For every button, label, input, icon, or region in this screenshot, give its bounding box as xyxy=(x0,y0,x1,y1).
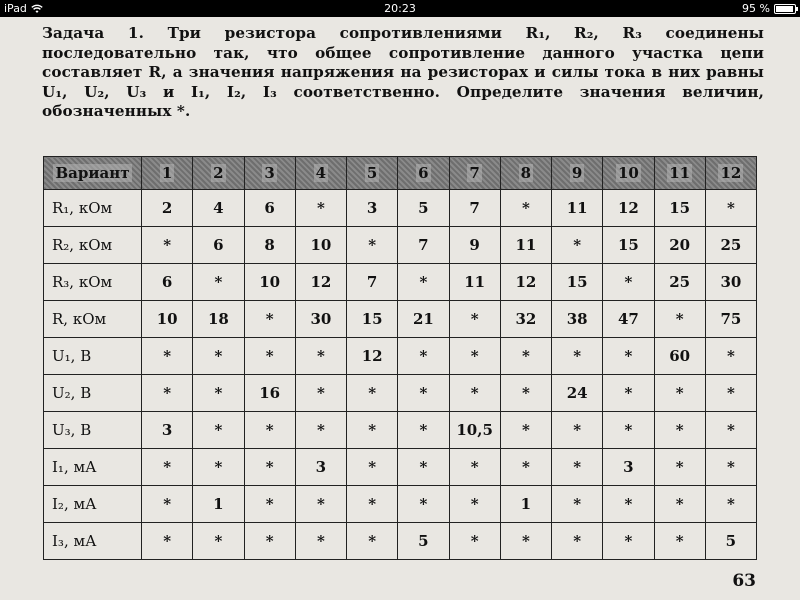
table-cell: 11 xyxy=(500,227,551,264)
table-cell: * xyxy=(142,227,193,264)
table-cell: * xyxy=(347,486,398,523)
table-cell: 24 xyxy=(552,375,603,412)
table-row xyxy=(44,486,757,523)
table-cell: 10 xyxy=(295,227,346,264)
table-cell: 1 xyxy=(193,486,244,523)
table-cell: * xyxy=(654,375,705,412)
table-cell: * xyxy=(449,338,500,375)
row-label: I₂, мА xyxy=(44,486,142,523)
table-cell: 38 xyxy=(552,301,603,338)
table-cell: * xyxy=(347,375,398,412)
table-cell: * xyxy=(244,412,295,449)
header-cell-label: 11 xyxy=(669,164,691,182)
table-cell: 16 xyxy=(244,375,295,412)
table-cell: * xyxy=(500,190,551,227)
header-cell-4 xyxy=(295,157,346,190)
table-cell: * xyxy=(500,338,551,375)
table-cell: 10 xyxy=(142,301,193,338)
table-cell: * xyxy=(654,412,705,449)
problem-statement xyxy=(42,24,764,122)
table-cell: 3 xyxy=(295,449,346,486)
table-cell: * xyxy=(449,486,500,523)
table-cell: * xyxy=(705,375,756,412)
table-cell: * xyxy=(705,449,756,486)
table-cell: * xyxy=(603,264,654,301)
header-cell-label: 10 xyxy=(617,164,639,182)
header-cell-label: 6 xyxy=(418,164,429,182)
table-cell: * xyxy=(295,338,346,375)
table-row xyxy=(44,338,757,375)
row-label: R, кОм xyxy=(44,301,142,338)
table-cell: * xyxy=(603,486,654,523)
table-cell: 3 xyxy=(347,190,398,227)
row-label: R₃, кОм xyxy=(44,264,142,301)
table-row xyxy=(44,523,757,560)
battery-percent: 95 % xyxy=(742,2,770,15)
table-cell: * xyxy=(193,523,244,560)
table-cell: 10,5 xyxy=(449,412,500,449)
header-cell-label: 1 xyxy=(161,164,173,182)
table-cell: 5 xyxy=(398,523,449,560)
header-cell-6 xyxy=(398,157,449,190)
table-cell: * xyxy=(347,523,398,560)
header-cell-9 xyxy=(552,157,603,190)
row-label: U₁, В xyxy=(44,338,142,375)
table-cell: 60 xyxy=(654,338,705,375)
header-cell-11 xyxy=(654,157,705,190)
header-cell-2 xyxy=(193,157,244,190)
table-cell: 25 xyxy=(654,264,705,301)
table-cell: * xyxy=(295,486,346,523)
table-cell: * xyxy=(398,375,449,412)
header-cell-1 xyxy=(142,157,193,190)
table-cell: * xyxy=(449,375,500,412)
row-label: I₁, мА xyxy=(44,449,142,486)
battery-fill xyxy=(776,6,793,12)
table-cell: 11 xyxy=(552,190,603,227)
header-cell-7 xyxy=(449,157,500,190)
table-cell: * xyxy=(603,412,654,449)
page-number: 63 xyxy=(732,571,756,591)
table-cell: 47 xyxy=(603,301,654,338)
table-cell: * xyxy=(449,523,500,560)
header-cell-10 xyxy=(603,157,654,190)
header-cell-label: 3 xyxy=(264,164,275,182)
table-cell: * xyxy=(295,190,346,227)
table-cell: * xyxy=(705,486,756,523)
table-cell: * xyxy=(398,412,449,449)
table-cell: 10 xyxy=(244,264,295,301)
table-cell: * xyxy=(603,375,654,412)
table-cell: * xyxy=(654,523,705,560)
clock: 20:23 xyxy=(384,2,416,15)
table-cell: 15 xyxy=(654,190,705,227)
header-cell-5 xyxy=(347,157,398,190)
table-row xyxy=(44,190,757,227)
row-label: R₂, кОм xyxy=(44,227,142,264)
header-cell-12 xyxy=(705,157,756,190)
table-cell: * xyxy=(244,301,295,338)
header-cell-8 xyxy=(500,157,551,190)
table-cell: * xyxy=(552,486,603,523)
header-cell-label: 4 xyxy=(315,164,327,182)
table-cell: 20 xyxy=(654,227,705,264)
table-cell: 32 xyxy=(500,301,551,338)
table-cell: * xyxy=(500,523,551,560)
row-label: R₁, кОм xyxy=(44,190,142,227)
table-cell: 4 xyxy=(193,190,244,227)
header-cell-label: 9 xyxy=(571,164,583,182)
table-row xyxy=(44,412,757,449)
table-cell: * xyxy=(500,375,551,412)
table-cell: * xyxy=(193,412,244,449)
table-cell: * xyxy=(193,449,244,486)
table-cell: 30 xyxy=(705,264,756,301)
table-cell: * xyxy=(295,523,346,560)
table-cell: 30 xyxy=(295,301,346,338)
table-cell: * xyxy=(347,412,398,449)
device-name: iPad xyxy=(4,2,27,15)
table-cell: 75 xyxy=(705,301,756,338)
table-cell: * xyxy=(193,338,244,375)
table-cell: * xyxy=(142,375,193,412)
table-cell: * xyxy=(193,375,244,412)
table-cell: * xyxy=(705,338,756,375)
table-cell: 5 xyxy=(705,523,756,560)
table-cell: * xyxy=(654,449,705,486)
table-cell: 1 xyxy=(500,486,551,523)
table-row xyxy=(44,264,757,301)
table-cell: * xyxy=(500,412,551,449)
table-cell: * xyxy=(449,301,500,338)
table-cell: * xyxy=(193,264,244,301)
header-cell-label: 12 xyxy=(720,164,742,182)
problem-text: Три резистора сопротивлениями R₁, R₂, R₃ соединены последовательно так, что общее сопротивление данного участка цепи составляет R, а значения напряжения на резисторах и силы тока в них равны U₁, U₂, U₃ и I₁, I₂, I₃ соответственно. Определите значения величин, обозначенных *. xyxy=(42,24,764,120)
table-cell: * xyxy=(347,449,398,486)
table-cell: 12 xyxy=(500,264,551,301)
table-cell: * xyxy=(552,449,603,486)
table-cell: * xyxy=(295,375,346,412)
table-cell: 7 xyxy=(347,264,398,301)
table-cell: * xyxy=(552,412,603,449)
header-cell-variant xyxy=(44,157,142,190)
table-cell: 25 xyxy=(705,227,756,264)
table-cell: * xyxy=(347,227,398,264)
table-row xyxy=(44,227,757,264)
table-cell: * xyxy=(295,412,346,449)
table-cell: * xyxy=(449,449,500,486)
problem-label: Задача 1. xyxy=(42,24,144,42)
table-cell: 9 xyxy=(449,227,500,264)
table-cell: * xyxy=(244,338,295,375)
header-cell-label: Вариант xyxy=(55,164,130,182)
table-cell: 18 xyxy=(193,301,244,338)
table-cell: * xyxy=(552,227,603,264)
table-cell: 12 xyxy=(347,338,398,375)
header-cell-label: 7 xyxy=(469,164,480,182)
row-label: U₃, В xyxy=(44,412,142,449)
table-cell: * xyxy=(398,264,449,301)
table-cell: * xyxy=(552,338,603,375)
table-cell: 21 xyxy=(398,301,449,338)
table-header-row xyxy=(44,157,757,190)
table-cell: * xyxy=(244,523,295,560)
table-cell: 8 xyxy=(244,227,295,264)
table-row xyxy=(44,449,757,486)
table-cell: * xyxy=(244,486,295,523)
variants-table xyxy=(43,156,757,560)
table-cell: * xyxy=(142,486,193,523)
status-bar xyxy=(0,0,800,17)
table-cell: 5 xyxy=(398,190,449,227)
header-cell-label: 2 xyxy=(213,164,224,182)
table-cell: 7 xyxy=(449,190,500,227)
table-cell: 6 xyxy=(193,227,244,264)
table-cell: * xyxy=(142,338,193,375)
table-cell: 12 xyxy=(603,190,654,227)
table-cell: * xyxy=(654,486,705,523)
table-row xyxy=(44,301,757,338)
table-row xyxy=(44,375,757,412)
row-label: I₃, мА xyxy=(44,523,142,560)
table-cell: * xyxy=(705,412,756,449)
table-cell: 7 xyxy=(398,227,449,264)
table-cell: 15 xyxy=(552,264,603,301)
table-cell: 11 xyxy=(449,264,500,301)
table-cell: 3 xyxy=(603,449,654,486)
table-body xyxy=(44,190,757,560)
status-bar-right xyxy=(742,2,796,15)
table-cell: * xyxy=(142,523,193,560)
table-cell: 12 xyxy=(295,264,346,301)
table-cell: 15 xyxy=(603,227,654,264)
table-cell: * xyxy=(552,523,603,560)
table-cell: * xyxy=(500,449,551,486)
header-cell-label: 8 xyxy=(520,164,532,182)
battery-icon xyxy=(774,4,796,14)
table-cell: 3 xyxy=(142,412,193,449)
table-cell: * xyxy=(398,338,449,375)
table-cell: 6 xyxy=(244,190,295,227)
table-cell: * xyxy=(244,449,295,486)
table-cell: * xyxy=(654,301,705,338)
header-cell-3 xyxy=(244,157,295,190)
table-cell: * xyxy=(603,338,654,375)
table-cell: * xyxy=(142,449,193,486)
table-cell: 6 xyxy=(142,264,193,301)
table-cell: * xyxy=(705,190,756,227)
table-cell: * xyxy=(603,523,654,560)
table-cell: * xyxy=(398,449,449,486)
table-cell: * xyxy=(398,486,449,523)
row-label: U₂, В xyxy=(44,375,142,412)
table-cell: 15 xyxy=(347,301,398,338)
header-cell-label: 5 xyxy=(366,164,378,182)
table-cell: 2 xyxy=(142,190,193,227)
